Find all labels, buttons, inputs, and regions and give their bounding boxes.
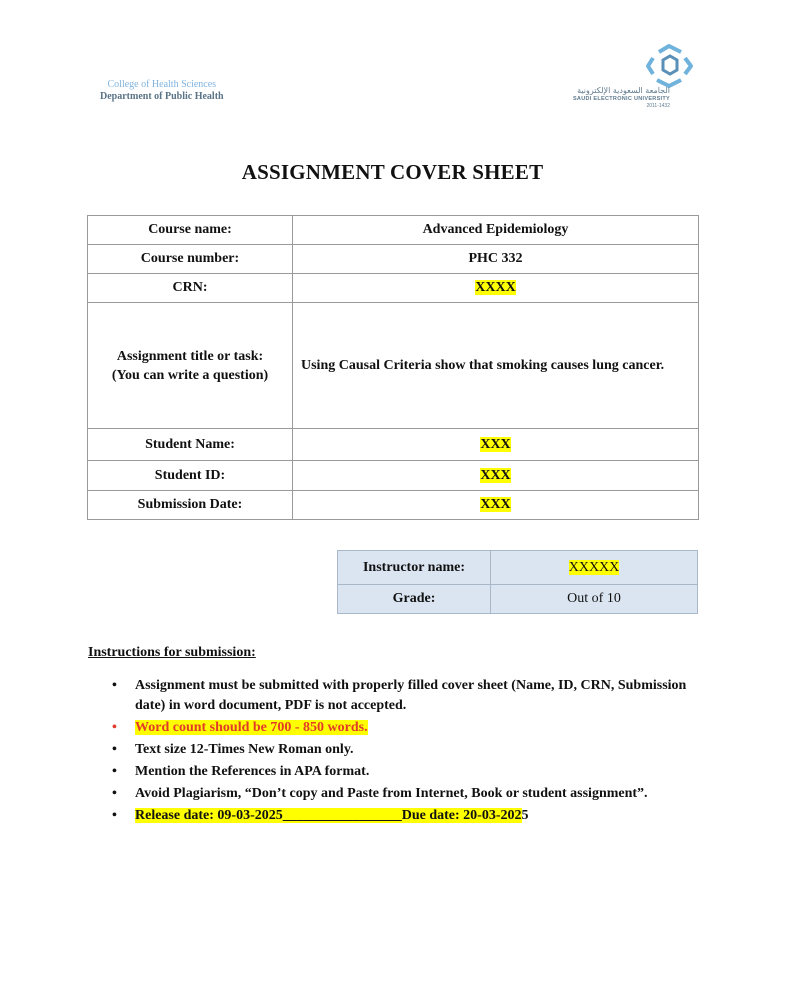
grade-value: Out of 10 xyxy=(491,585,698,614)
course-number-label: Course number: xyxy=(88,245,293,274)
list-item xyxy=(110,806,710,826)
submission-date-label: Submission Date: xyxy=(88,491,293,520)
word-count-note: Word count should be 700 - 850 words. xyxy=(135,720,368,735)
instructor-label: Instructor name: xyxy=(338,551,491,585)
university-years: 2011-1432 xyxy=(646,103,670,109)
student-name-label: Student Name: xyxy=(88,429,293,461)
student-id-value: XXX xyxy=(480,467,511,483)
student-id-label: Student ID: xyxy=(88,461,293,491)
list-item: • Mention the References in APA format. xyxy=(110,762,710,782)
crn-value: XXXX xyxy=(475,280,516,295)
assignment-title-value: Using Causal Criteria show that smoking causes lung cancer. xyxy=(293,303,699,429)
university-logo-text xyxy=(540,86,670,109)
instructions-list xyxy=(110,676,710,828)
assignment-label-line-2: (You can write a question) xyxy=(111,367,269,383)
table-row xyxy=(88,303,699,429)
instructions-heading: Instructions for submission: xyxy=(88,645,256,660)
table-row xyxy=(88,216,699,245)
grading-table xyxy=(337,550,698,614)
assignment-title-label xyxy=(88,303,293,429)
page-title: ASSIGNMENT COVER SHEET xyxy=(241,160,544,184)
table-row xyxy=(338,551,698,585)
course-number-value: PHC 332 xyxy=(293,245,699,274)
instructor-cell xyxy=(491,551,698,585)
course-name-label: Course name: xyxy=(88,216,293,245)
list-item: • Text size 12-Times New Roman only. xyxy=(110,740,710,760)
university-name-arabic: الجامعة السعودية الإلكترونية xyxy=(577,86,670,95)
list-item: • Assignment must be submitted with properly filled cover sheet (Name, ID, CRN, Submission date) in word document, PDF is not accepted. xyxy=(110,676,710,716)
release-due-dates: Release date: 09-03-2025_________________Due date: 20-03-202 xyxy=(135,808,522,823)
release-due-dates-tail: 5 xyxy=(521,808,529,823)
crn-label: CRN: xyxy=(88,274,293,303)
instructor-value: XXXXX xyxy=(568,559,620,575)
table-row xyxy=(88,274,699,303)
table-row xyxy=(88,491,699,520)
table-row xyxy=(88,245,699,274)
university-name-english: SAUDI ELECTRONIC UNIVERSITY xyxy=(572,96,670,102)
table-row xyxy=(88,429,699,461)
list-item: • Avoid Plagiarism, “Don’t copy and Paste from Internet, Book or student assignment”. xyxy=(110,784,710,804)
submission-date-cell xyxy=(293,491,699,520)
student-id-cell xyxy=(293,461,699,491)
college-name: College of Health Sciences xyxy=(107,79,217,90)
assignment-label-line-1: Assignment title or task: xyxy=(116,348,264,364)
college-header xyxy=(100,79,224,103)
course-name-value: Advanced Epidemiology xyxy=(293,216,699,245)
assignment-info-table xyxy=(87,215,699,520)
student-name-cell xyxy=(293,429,699,461)
table-row xyxy=(88,461,699,491)
crn-cell xyxy=(293,274,699,303)
student-name-value: XXX xyxy=(480,436,511,452)
list-item xyxy=(110,718,710,738)
department-name: Department of Public Health xyxy=(100,91,224,102)
submission-date-value: XXX xyxy=(480,497,511,512)
table-row xyxy=(338,585,698,614)
grade-label: Grade: xyxy=(338,585,491,614)
university-logo-icon xyxy=(645,42,695,88)
